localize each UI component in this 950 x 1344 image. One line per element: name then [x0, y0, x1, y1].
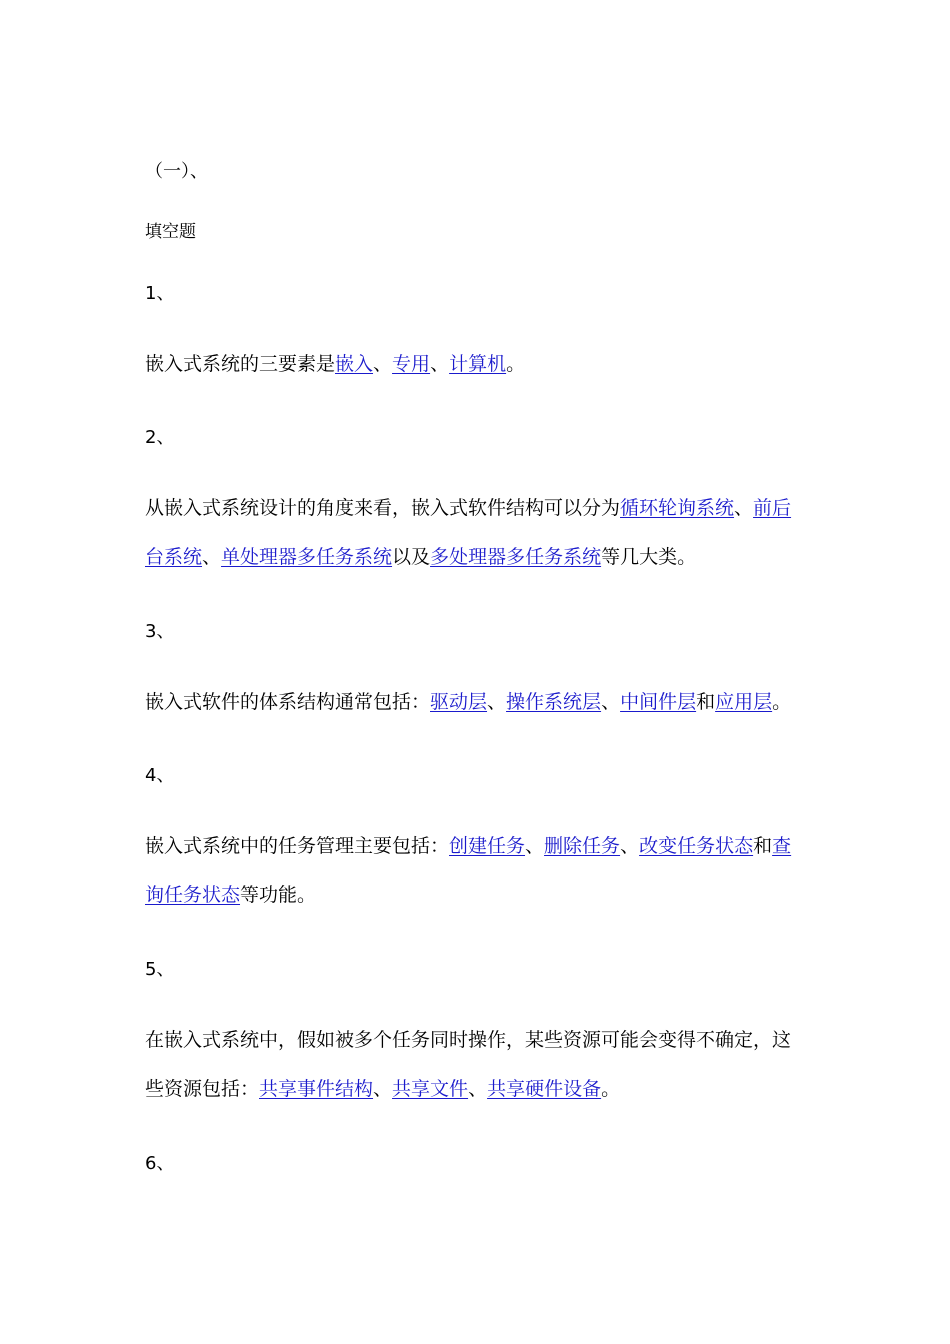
answer-blank[interactable]: 中间件层: [620, 691, 697, 713]
answer-blank[interactable]: 前后台系统: [145, 497, 792, 568]
question-6-number: 6、: [145, 1153, 175, 1174]
question-text-segment: 、: [601, 691, 621, 713]
answer-blank[interactable]: 多处理器多任务系统: [430, 546, 602, 568]
question-2-text: [145, 484, 800, 582]
answer-blank[interactable]: 单处理器多任务系统: [221, 546, 393, 568]
question-1-number: 1、: [145, 283, 175, 304]
question-text-segment: 、: [468, 1078, 488, 1100]
question-5-text: [145, 1016, 800, 1114]
question-text-segment: 在嵌入式系统中，假如被多个任务同时操作，某些资源可能会变得不确定，这些资源包括：: [145, 1029, 792, 1100]
question-text-segment: 、: [373, 353, 393, 375]
question-2-number: 2、: [145, 427, 175, 448]
answer-blank[interactable]: 删除任务: [544, 835, 621, 857]
question-text-segment: 、: [487, 691, 507, 713]
question-3-text: [145, 678, 800, 727]
answer-blank[interactable]: 应用层: [715, 691, 773, 713]
answer-blank[interactable]: 计算机: [449, 353, 507, 375]
question-text-segment: 、: [525, 835, 545, 857]
question-5-number: 5、: [145, 959, 175, 980]
question-text-segment: 嵌入式系统的三要素是: [145, 353, 336, 375]
question-text-segment: 、: [202, 546, 222, 568]
question-text-segment: 。: [772, 691, 792, 713]
answer-blank[interactable]: 改变任务状态: [639, 835, 754, 857]
question-text-segment: 从嵌入式系统设计的角度来看，嵌入式软件结构可以分为: [145, 497, 621, 519]
section-marker: （一）、: [145, 161, 208, 182]
question-3-number: 3、: [145, 621, 175, 642]
answer-blank[interactable]: 共享事件结构: [259, 1078, 374, 1100]
answer-blank[interactable]: 创建任务: [449, 835, 526, 857]
question-text-segment: 以及: [392, 546, 431, 568]
answer-blank[interactable]: 循环轮询系统: [620, 497, 735, 519]
question-text-segment: 。: [601, 1078, 621, 1100]
question-text-segment: 、: [430, 353, 450, 375]
answer-blank[interactable]: 共享文件: [392, 1078, 469, 1100]
answer-blank[interactable]: 共享硬件设备: [487, 1078, 602, 1100]
answer-blank[interactable]: 嵌入: [335, 353, 374, 375]
question-text-segment: 、: [734, 497, 754, 519]
answer-blank[interactable]: 查询任务状态: [145, 835, 792, 906]
question-4-text: [145, 822, 800, 920]
question-text-segment: 和: [753, 835, 773, 857]
section-title: 填空题: [145, 222, 196, 242]
answer-blank[interactable]: 操作系统层: [506, 691, 602, 713]
question-text-segment: 。: [506, 353, 526, 375]
question-text-segment: 和: [696, 691, 716, 713]
question-4-number: 4、: [145, 765, 175, 786]
question-text-segment: 嵌入式系统中的任务管理主要包括：: [145, 835, 450, 857]
question-text-segment: 等功能。: [240, 884, 317, 906]
question-text-segment: 嵌入式软件的体系结构通常包括：: [145, 691, 431, 713]
question-1-text: [145, 340, 800, 389]
question-text-segment: 、: [620, 835, 640, 857]
question-text-segment: 等几大类。: [601, 546, 697, 568]
question-text-segment: 、: [373, 1078, 393, 1100]
answer-blank[interactable]: 驱动层: [430, 691, 488, 713]
answer-blank[interactable]: 专用: [392, 353, 431, 375]
